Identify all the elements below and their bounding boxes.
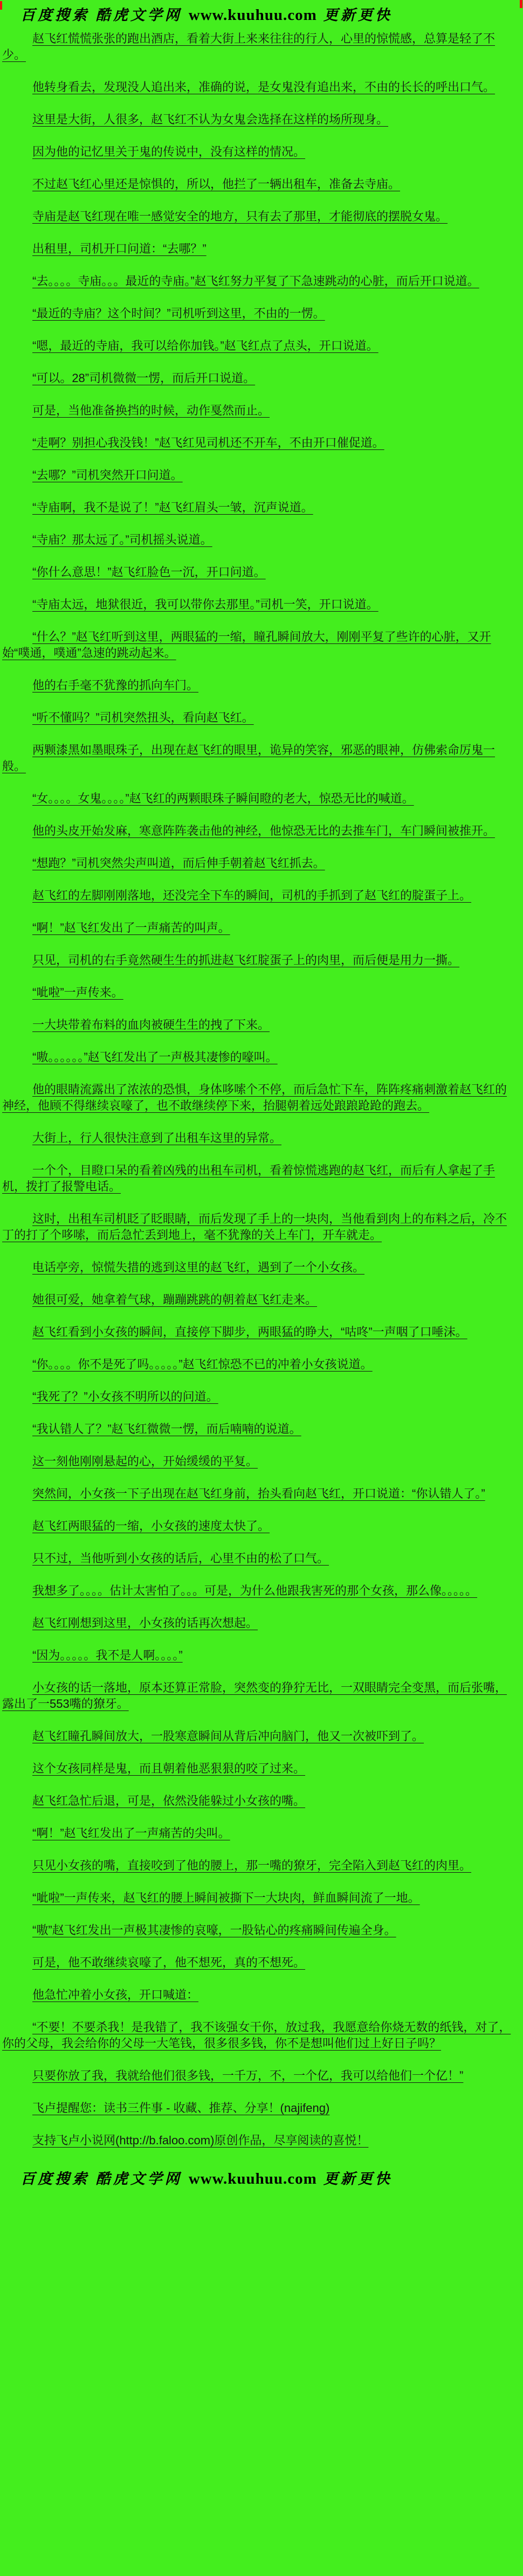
novel-paragraph: “寺庙？那太远了。”司机摇头说道。: [32, 533, 212, 546]
novel-paragraph: 这个女孩同样是鬼，而且朝着他恶狠狠的咬了过来。: [32, 1762, 306, 1775]
novel-paragraph: 大街上，行人很快注意到了出租车这里的异常。: [32, 1131, 282, 1145]
novel-paragraph: 两颗漆黑如墨眼珠子，出现在赵飞红的眼里，诡异的笑容，邪恶的眼神，仿佛索命厉鬼一般。: [2, 743, 496, 773]
novel-paragraph: 赵飞红瞳孔瞬间放大，一股寒意瞬间从背后冲向脑门，他又一次被吓到了。: [32, 1729, 424, 1743]
novel-paragraph: “嗯，最近的寺庙，我可以给你加钱。”赵飞红点了点头，开口说道。: [32, 339, 379, 352]
novel-paragraph: “不要！不要杀我！是我错了，我不该强女干你，放过我，我愿意给你烧无数的纸钱，对了，你的父母，我会给你的父母一大笔钱，很多很多钱，你不是想叫他们过上好日子吗？: [2, 2020, 511, 2050]
novel-paragraph: “我认错人了？”赵飞红微微一愣，而后喃喃的说道。: [32, 1422, 301, 1436]
novel-paragraph: “呲啦”一声传来。: [32, 986, 123, 999]
novel-paragraph: 赵飞红的左脚刚刚落地，还没完全下车的瞬间，司机的手抓到了赵飞红的腚蛋子上。: [32, 889, 472, 902]
red-edge-artifact-right: [520, 0, 522, 8]
novel-paragraph: 只要你放了我，我就给他们很多钱，一千万，不，一个亿，我可以给他们一个亿！”: [32, 2069, 464, 2082]
header-watermark-calligraphy-right: 更新更快: [323, 7, 393, 23]
novel-paragraph: 电话亭旁，惊慌失措的逃到这里的赵飞红，遇到了一个小女孩。: [32, 1261, 365, 1274]
header-watermark-calligraphy-left: 百度搜索 酷虎文学网: [20, 7, 182, 23]
novel-paragraph: 小女孩的话一落地，原本还算正常脸，突然变的狰狞无比，一双眼睛完全变黑，而后张嘴，露出了一553嘴的獠牙。: [2, 1681, 507, 1711]
novel-paragraph: 一大块带着布料的血肉被硬生生的拽了下来。: [32, 1018, 270, 1031]
novel-paragraph: “走啊？别担心我没钱！”赵飞红见司机还不开车，不由开口催促道。: [32, 436, 384, 449]
novel-paragraph: “嗷。。。。。。”赵飞红发出了一声极其凄惨的嚎叫。: [32, 1050, 278, 1064]
red-edge-artifact-left: [0, 1, 2, 10]
novel-paragraph: “想跑？”司机突然尖声叫道，而后伸手朝着赵飞红抓去。: [32, 856, 325, 870]
novel-paragraph: 这里是大街，人很多，赵飞红不认为女鬼会选择在这样的场所现身。: [32, 113, 389, 126]
novel-paragraph: “女。。。。女鬼。。。。”赵飞红的两颗眼珠子瞬间瞪的老大，惊恐无比的喊道。: [32, 792, 414, 805]
header-watermark-url: www.kuuhuu.com: [188, 6, 317, 24]
novel-paragraph: “寺庙啊，我不是说了！”赵飞红眉头一皱，沉声说道。: [32, 501, 313, 514]
novel-paragraph: 他的右手毫不犹豫的抓向车门。: [32, 678, 199, 692]
novel-paragraph: “啊！”赵飞红发出了一声痛苦的尖叫。: [32, 1826, 230, 1840]
novel-paragraph: 不过赵飞红心里还是惊惧的，所以，他拦了一辆出租车，准备去寺庙。: [32, 177, 401, 191]
footer-watermark-calligraphy-right: 更新更快: [323, 2171, 393, 2187]
novel-paragraph: “去。。。。寺庙。。。最近的寺庙。”赵飞红努力平复了下急速跳动的心脏，而后开口说道。: [32, 274, 479, 288]
novel-paragraph: 赵飞红慌慌张张的跑出酒店，看着大街上来来往往的行人，心里的惊慌感，总算是轻了不少。: [2, 32, 496, 61]
novel-paragraph: “呲啦”一声传来，赵飞红的腰上瞬间被撕下一大块肉，鲜血瞬间流了一地。: [32, 1891, 420, 1905]
novel-paragraph: “你什么意思！”赵飞红脸色一沉，开口问道。: [32, 565, 266, 579]
novel-paragraph: 因为他的记忆里关于鬼的传说中，没有这样的情况。: [32, 145, 306, 158]
novel-paragraph: 只见小女孩的嘴，直接咬到了他的腰上，那一嘴的獠牙，完全陷入到赵飞红的肉里。: [32, 1859, 472, 1872]
novel-paragraph: 她很可爱，她拿着气球，蹦蹦跳跳的朝着赵飞红走来。: [32, 1293, 318, 1306]
novel-paragraph: 一个个，目瞪口呆的看着凶残的出租车司机，看着惊慌逃跑的赵飞红，而后有人拿起了手机，拨打了报警电话。: [2, 1164, 496, 1193]
novel-paragraph: 他急忙冲着小女孩，开口喊道：: [32, 1988, 199, 2002]
novel-paragraph: “嗷”赵飞红发出一声极其凄惨的哀嚎，一股钻心的疼痛瞬间传遍全身。: [32, 1923, 396, 1937]
novel-paragraph: 这一刻他刚刚悬起的心，开始缓缓的平复。: [32, 1455, 258, 1468]
novel-paragraph: 出租里，司机开口问道：“去哪？”: [32, 242, 207, 255]
novel-paragraph: “去哪？”司机突然开口问道。: [32, 468, 183, 482]
novel-paragraph: 赵飞红急忙后退，可是，依然没能躲过小女孩的嘴。: [32, 1794, 306, 1808]
novel-paragraph: 突然间，小女孩一下子出现在赵飞红身前，抬头看向赵飞红，开口说道：“你认错人了。”: [32, 1487, 485, 1500]
novel-paragraph: 他转身看去，发现没人追出来，准确的说，是女鬼没有追出来，不由的长长的呼出口气。: [32, 80, 496, 94]
footer-watermark: [0, 2165, 523, 2192]
novel-paragraph: 可是，当他准备换挡的时候，动作戛然而止。: [32, 404, 270, 417]
novel-paragraph: 他的头皮开始发麻，寒意阵阵袭击他的神经，他惊恐无比的去推车门，车门瞬间被推开。: [32, 824, 496, 837]
novel-paragraph: 我想多了。。。。估计太害怕了。。。可是，为什么他跟我害死的那个女孩，那么像。。。。。: [32, 1584, 478, 1597]
novel-paragraph: 赵飞红两眼猛的一缩，小女孩的速度太快了。: [32, 1519, 270, 1533]
novel-paragraph: 只见，司机的右手竟然硬生生的抓进赵飞红腚蛋子上的肉里，而后便是用力一撕。: [32, 953, 460, 967]
novel-paragraph: “因为。。。。。我不是人啊。。。。”: [32, 1649, 183, 1662]
novel-paragraph: 支持飞卢小说网(http://b.faloo.com)原创作品，尽享阅读的喜悦！: [32, 2134, 369, 2147]
novel-paragraph: “可以。28”司机微微一愣，而后开口说道。: [32, 371, 256, 385]
novel-paragraph: “什么？”赵飞红听到这里，两眼猛的一缩，瞳孔瞬间放大，刚刚平复了些许的心脏，又开始“噗通，噗通”急速的跳动起来。: [2, 630, 491, 660]
novel-paragraph: “我死了？”小女孩不明所以的问道。: [32, 1390, 218, 1403]
footer-watermark-url: www.kuuhuu.com: [188, 2170, 317, 2187]
novel-paragraph: “你。。。。你不是死了吗。。。。。”赵飞红惊恐不已的冲着小女孩说道。: [32, 1358, 373, 1371]
header-watermark: [0, 0, 523, 25]
novel-paragraph: 赵飞红看到小女孩的瞬间，直接停下脚步，两眼猛的睁大，“咕咚”一声咽了口唾沫。: [32, 1325, 467, 1339]
novel-paragraph: 这时，出租车司机眨了眨眼睛，而后发现了手上的一块肉，当他看到肉上的布料之后，冷不丁的打了个哆嗦，而后急忙丢到地上，毫不犹豫的关上车门，开车就走。: [2, 1212, 507, 1242]
novel-paragraph: “最近的寺庙？这个时间？”司机听到这里，不由的一愣。: [32, 307, 325, 320]
novel-paragraph: 赵飞红刚想到这里，小女孩的话再次想起。: [32, 1616, 258, 1630]
novel-paragraph: 可是，他不敢继续哀嚎了，他不想死，真的不想死。: [32, 1956, 306, 1969]
novel-paragraph: 飞卢提醒您：读书三件事 - 收藏、推荐、分享！(najifeng): [32, 2101, 330, 2115]
novel-text: [0, 25, 523, 2149]
novel-paragraph: “啊！”赵飞红发出了一声痛苦的叫声。: [32, 921, 230, 934]
footer-watermark-calligraphy-left: 百度搜索 酷虎文学网: [20, 2171, 182, 2187]
novel-paragraph: 寺庙是赵飞红现在唯一感觉安全的地方，只有去了那里，才能彻底的摆脱女鬼。: [32, 210, 448, 223]
novel-paragraph: “寺庙太远，地狱很近，我可以带你去那里。”司机一笑，开口说道。: [32, 598, 379, 611]
novel-paragraph: 只不过，当他听到小女孩的话后，心里不由的松了口气。: [32, 1552, 329, 1565]
novel-paragraph: 他的眼睛流露出了浓浓的恐惧，身体哆嗦个不停，而后急忙下车，阵阵疼痛刺激着赵飞红的神经，他顾不得继续哀嚎了，也不敢继续停下来，抬腿朝着远处踉踉跄跄的跑去。: [2, 1083, 507, 1112]
novel-paragraph: “听不懂吗？”司机突然扭头，看向赵飞红。: [32, 711, 254, 724]
